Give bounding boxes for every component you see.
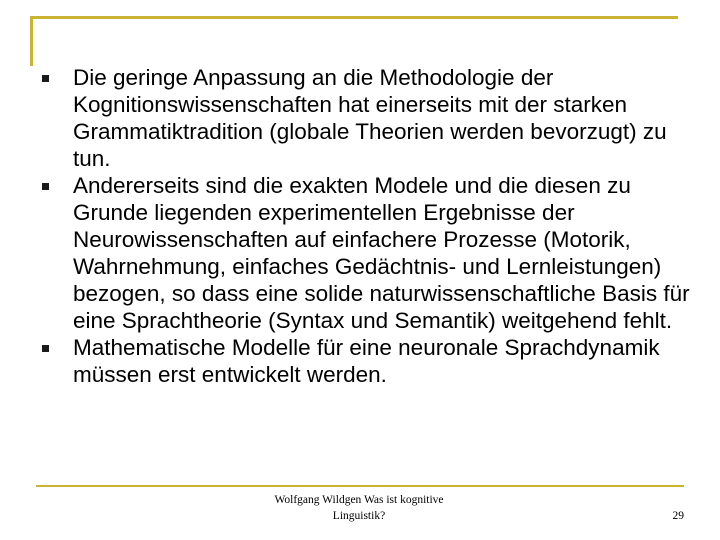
square-bullet-icon	[42, 345, 49, 352]
bullet-item	[42, 64, 692, 172]
bullet-text: Andererseits sind die exakten Modele und die diesen zu Grunde liegenden experimentellen Ergebnisse der Neurowissenschaften auf einfachere Prozesse (Motorik, Wahrnehmung, einfaches Gedächtnis- und Lernleistungen) bezogen, so dass eine solide naturwissenschaftliche Basis für eine Sprachtheorie (Syntax und Semantik) weitgehend fehlt.	[73, 173, 690, 333]
frame-top-rule	[30, 16, 678, 19]
page-number: 29	[672, 510, 684, 522]
bullet-list	[42, 64, 692, 388]
bullet-item	[42, 172, 692, 334]
bullet-text: Mathematische Modelle für eine neuronale Sprachdynamik müssen erst entwickelt werden.	[73, 335, 660, 387]
square-bullet-icon	[42, 75, 49, 82]
square-bullet-icon	[42, 183, 49, 190]
bullet-text: Die geringe Anpassung an die Methodologie der Kognitionswissenschaften hat einerseits mit der starken Grammatiktradition (globale Theorien werden bevorzugt) zu tun.	[73, 65, 667, 171]
footer-rule	[36, 485, 684, 487]
footer-text: Wolfgang Wildgen Was ist kognitive Linguistik?	[274, 494, 444, 522]
frame-left-rule	[30, 16, 33, 66]
bullet-item	[42, 334, 692, 388]
